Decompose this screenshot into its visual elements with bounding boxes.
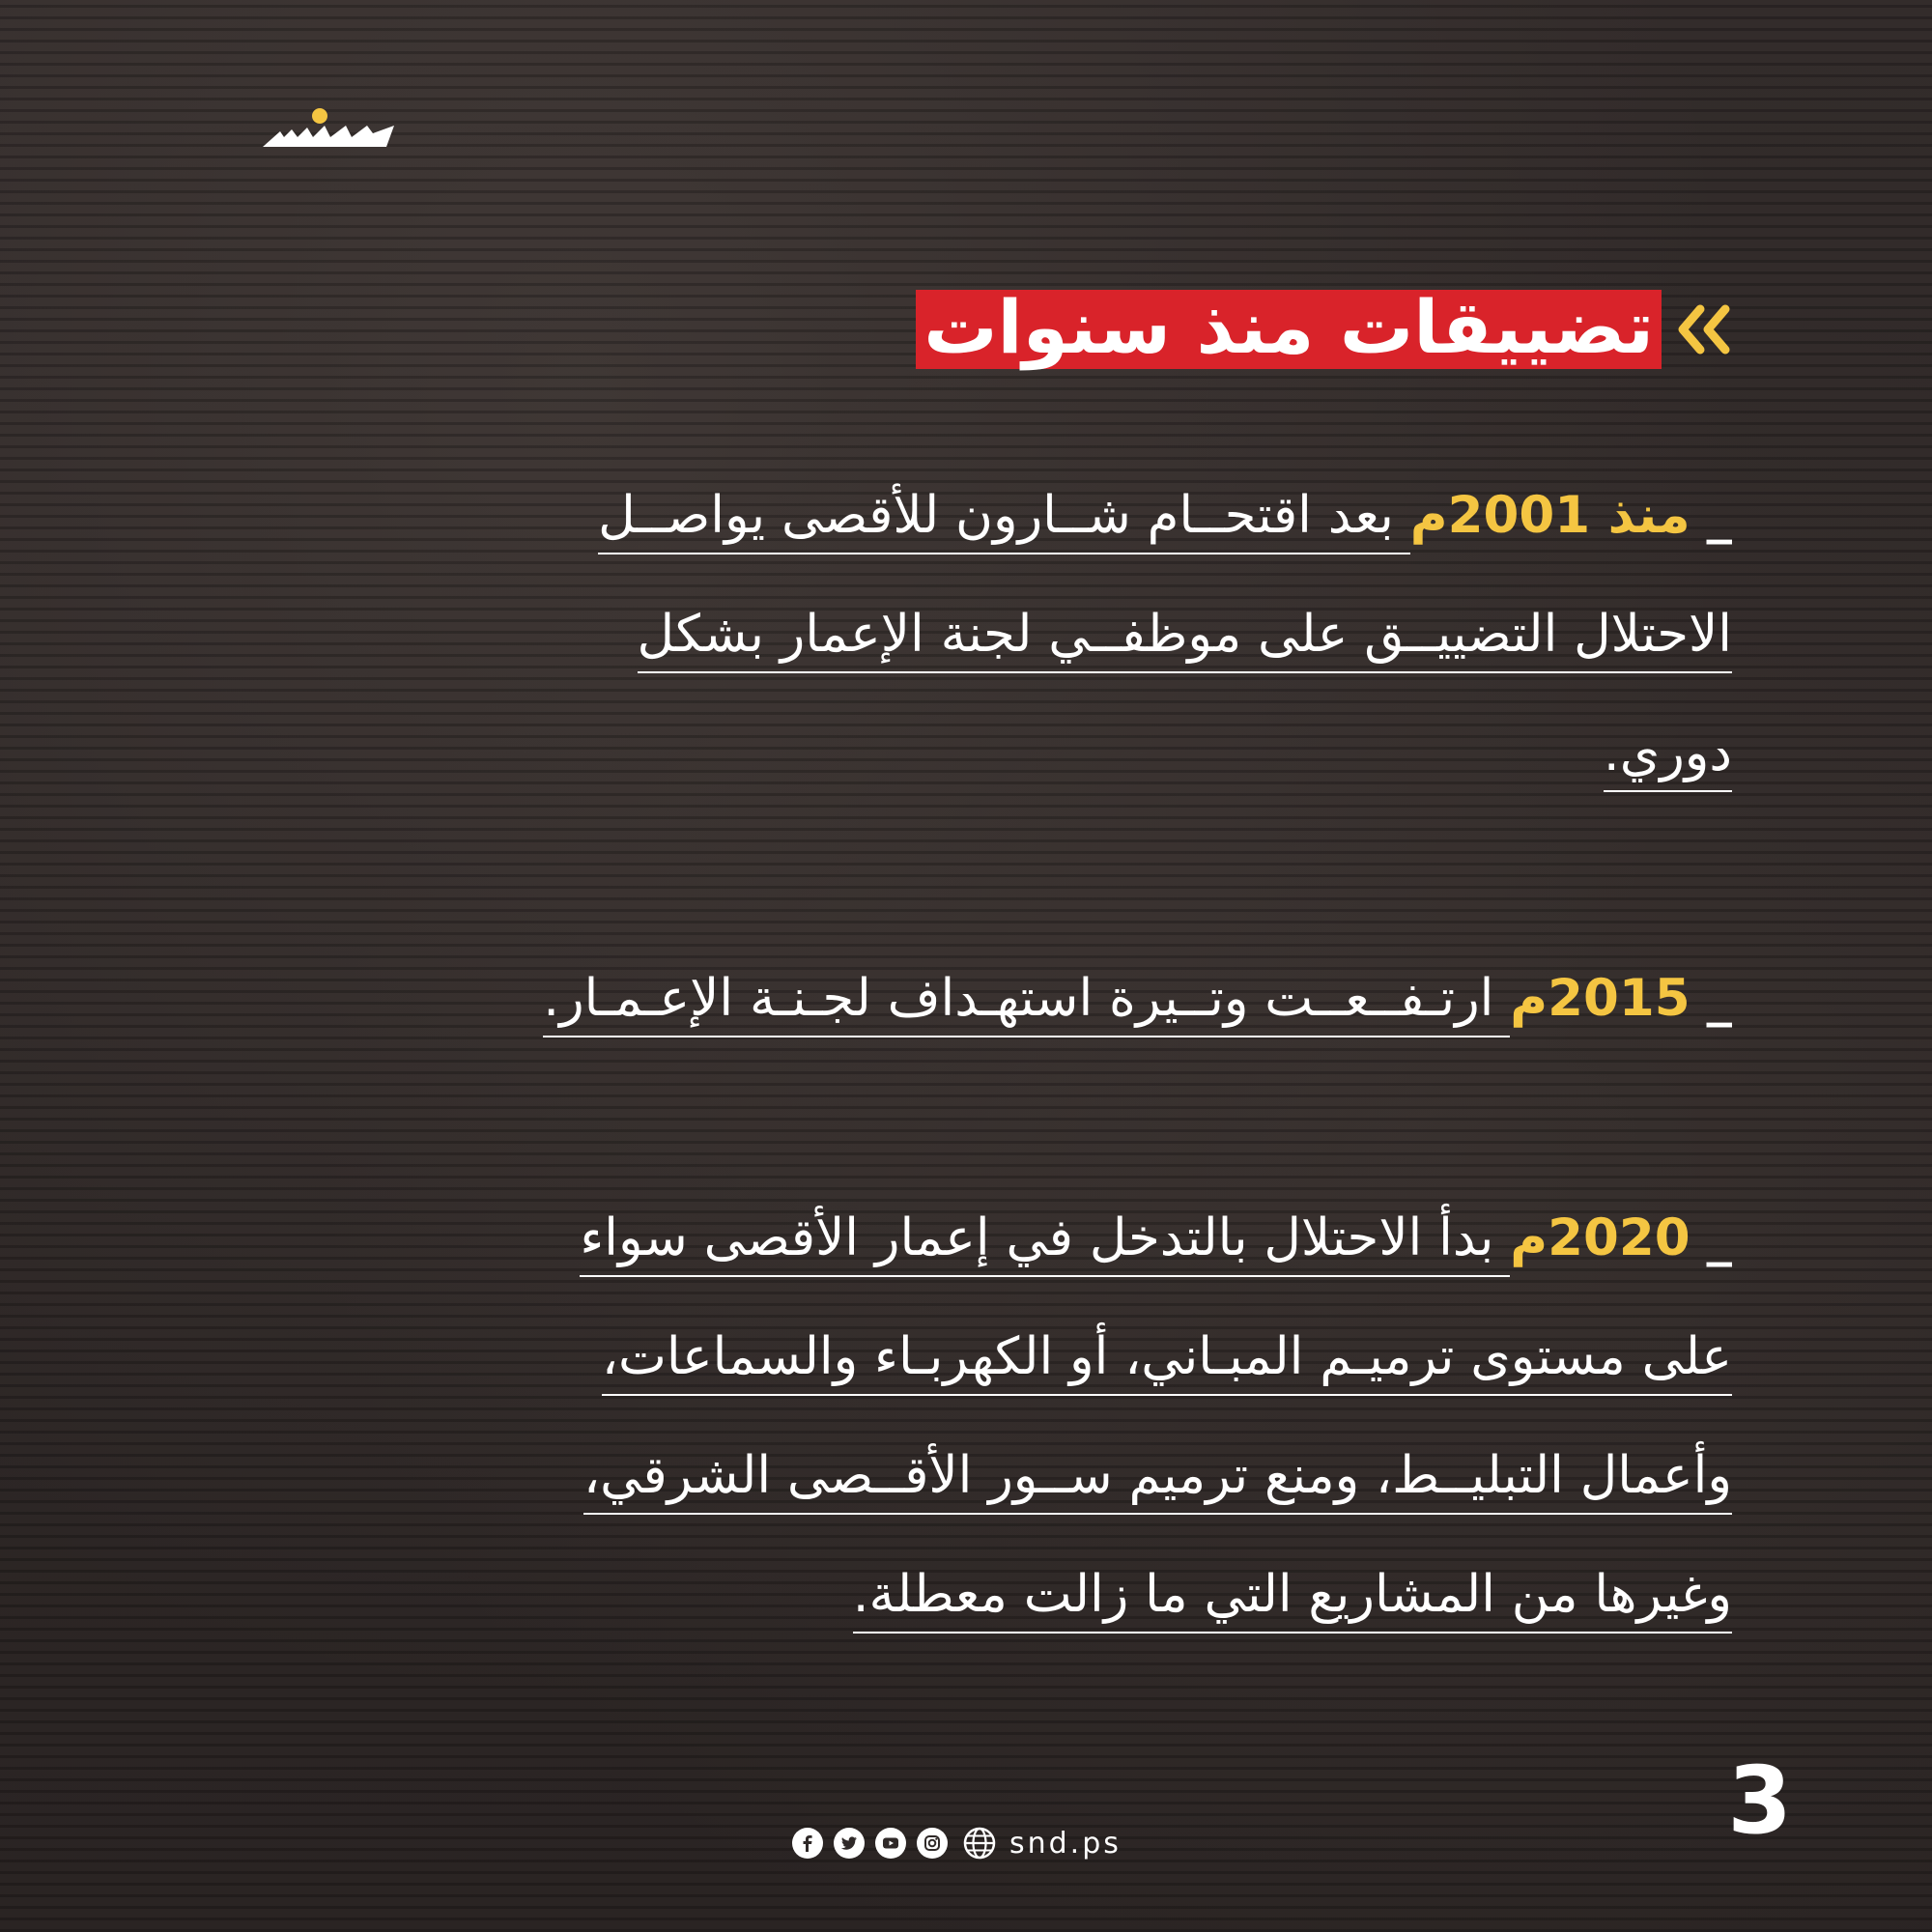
line-text: على مستوى ترميـم المبـاني، أو الكهربـاء والسماعات،	[602, 1327, 1732, 1396]
dash-bullet: _	[1706, 1208, 1732, 1267]
youtube-icon[interactable]	[875, 1828, 906, 1859]
instagram-icon[interactable]	[917, 1828, 948, 1859]
year-highlight: 2015م	[1510, 969, 1690, 1028]
paragraph-line	[196, 456, 1732, 575]
page-title: تضييقات منذ سنوات	[916, 290, 1662, 369]
line-text: ارتـفــعــت وتــيرة استهـداف لجـنـة الإعـمـار.	[543, 969, 1510, 1037]
snd-logo-icon	[259, 104, 399, 153]
facebook-icon[interactable]	[792, 1828, 823, 1859]
paragraph-line	[196, 1535, 1732, 1654]
paragraph-2020	[196, 1179, 1732, 1654]
double-chevron-icon	[1671, 296, 1739, 363]
paragraph-line	[196, 1416, 1732, 1535]
line-text: بعد اقتحــام شــارون للأقصى يواصــل	[598, 486, 1410, 554]
line-text: وأعمال التبليــط، ومنع ترميم ســور الأقــصى الشرقي،	[583, 1446, 1732, 1515]
website-link[interactable]: snd.ps	[1009, 1826, 1122, 1861]
line-text: الاحتلال التضييــق على موظفــي لجنة الإعمار بشكل	[638, 605, 1733, 673]
page-number: 3	[1727, 1747, 1792, 1855]
dash-bullet: _	[1706, 969, 1732, 1028]
dash-bullet: _	[1706, 486, 1732, 545]
paragraph-line	[196, 575, 1732, 694]
paragraph-line	[196, 939, 1732, 1058]
paragraph-2001	[196, 456, 1732, 812]
twitter-icon[interactable]	[834, 1828, 865, 1859]
paragraph-line	[196, 1179, 1732, 1297]
paragraph-line	[196, 694, 1732, 812]
title-row	[916, 284, 1739, 370]
globe-icon	[962, 1826, 997, 1861]
year-highlight: 2020م	[1510, 1208, 1690, 1267]
paragraph-2015	[196, 939, 1732, 1058]
line-text: دوري.	[1604, 724, 1732, 792]
line-text: بدأ الاحتلال بالتدخل في إعمار الأقصى سواء	[580, 1208, 1510, 1277]
paragraph-line	[196, 1297, 1732, 1416]
line-text: وغيرها من المشاريع التي ما زالت معطلة.	[853, 1565, 1732, 1634]
year-highlight: منذ 2001م	[1409, 486, 1690, 545]
footer	[792, 1826, 1122, 1861]
